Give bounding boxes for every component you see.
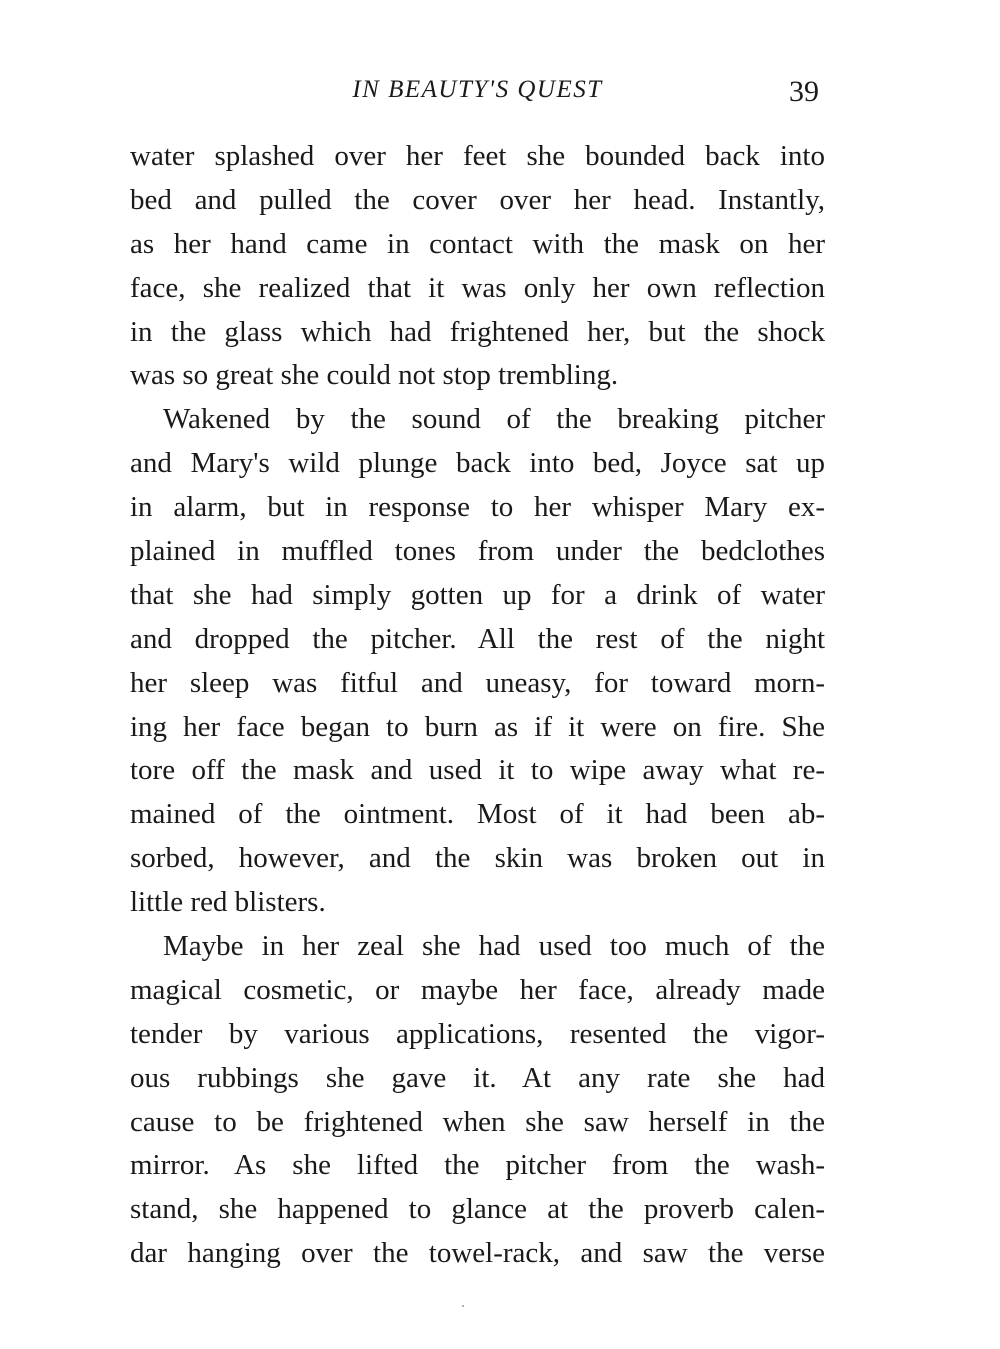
text-line: Wakened by the sound of the breaking pitcher <box>163 403 825 436</box>
text-line: tender by various applications, resented the vigor- <box>130 1017 825 1050</box>
paper-speck <box>462 1305 464 1307</box>
text-line: bed and pulled the cover over her head. Instantly, <box>130 183 825 216</box>
text-line: that she had simply gotten up for a drink of water <box>130 578 825 611</box>
text-line: ous rubbings she gave it. At any rate she had <box>130 1061 825 1094</box>
text-line: as her hand came in contact with the mask on her <box>130 227 825 260</box>
page-number: 39 <box>789 75 819 108</box>
text-line: mained of the ointment. Most of it had been ab- <box>130 798 825 831</box>
text-line: dar hanging over the towel-rack, and saw the verse <box>130 1237 825 1270</box>
paragraph-2 <box>130 398 825 925</box>
text-line: cause to be frightened when she saw herself in the <box>130 1105 825 1138</box>
text-line: plained in muffled tones from under the bedclothes <box>130 535 825 568</box>
text-line: in the glass which had frightened her, but the shock <box>130 315 825 348</box>
text-line: and dropped the pitcher. All the rest of the night <box>130 622 825 655</box>
text-line: face, she realized that it was only her own reflection <box>130 271 825 304</box>
body-text <box>130 135 825 1276</box>
paragraph-1 <box>130 135 825 398</box>
paragraph-3 <box>130 925 825 1276</box>
text-line: ing her face began to burn as if it were on fire. She <box>130 710 825 743</box>
text-line: her sleep was fitful and uneasy, for toward morn- <box>130 666 825 699</box>
text-line: mirror. As she lifted the pitcher from the wash- <box>130 1149 825 1182</box>
text-line: stand, she happened to glance at the proverb calen- <box>130 1193 825 1226</box>
text-line: in alarm, but in response to her whisper Mary ex- <box>130 491 825 524</box>
text-line: water splashed over her feet she bounded back into <box>130 140 825 172</box>
text-line: tore off the mask and used it to wipe away what re- <box>130 754 825 787</box>
text-line: and Mary's wild plunge back into bed, Joyce sat up <box>130 447 825 480</box>
text-line: magical cosmetic, or maybe her face, already made <box>130 973 825 1006</box>
running-title: IN BEAUTY'S QUEST <box>352 76 603 103</box>
running-header <box>130 70 825 110</box>
text-line: Maybe in her zeal she had used too much of the <box>163 930 825 963</box>
text-line: was so great she could not stop trembling. <box>130 359 619 392</box>
text-line: sorbed, however, and the skin was broken out in <box>130 842 825 875</box>
text-line: little red blisters. <box>130 886 326 919</box>
